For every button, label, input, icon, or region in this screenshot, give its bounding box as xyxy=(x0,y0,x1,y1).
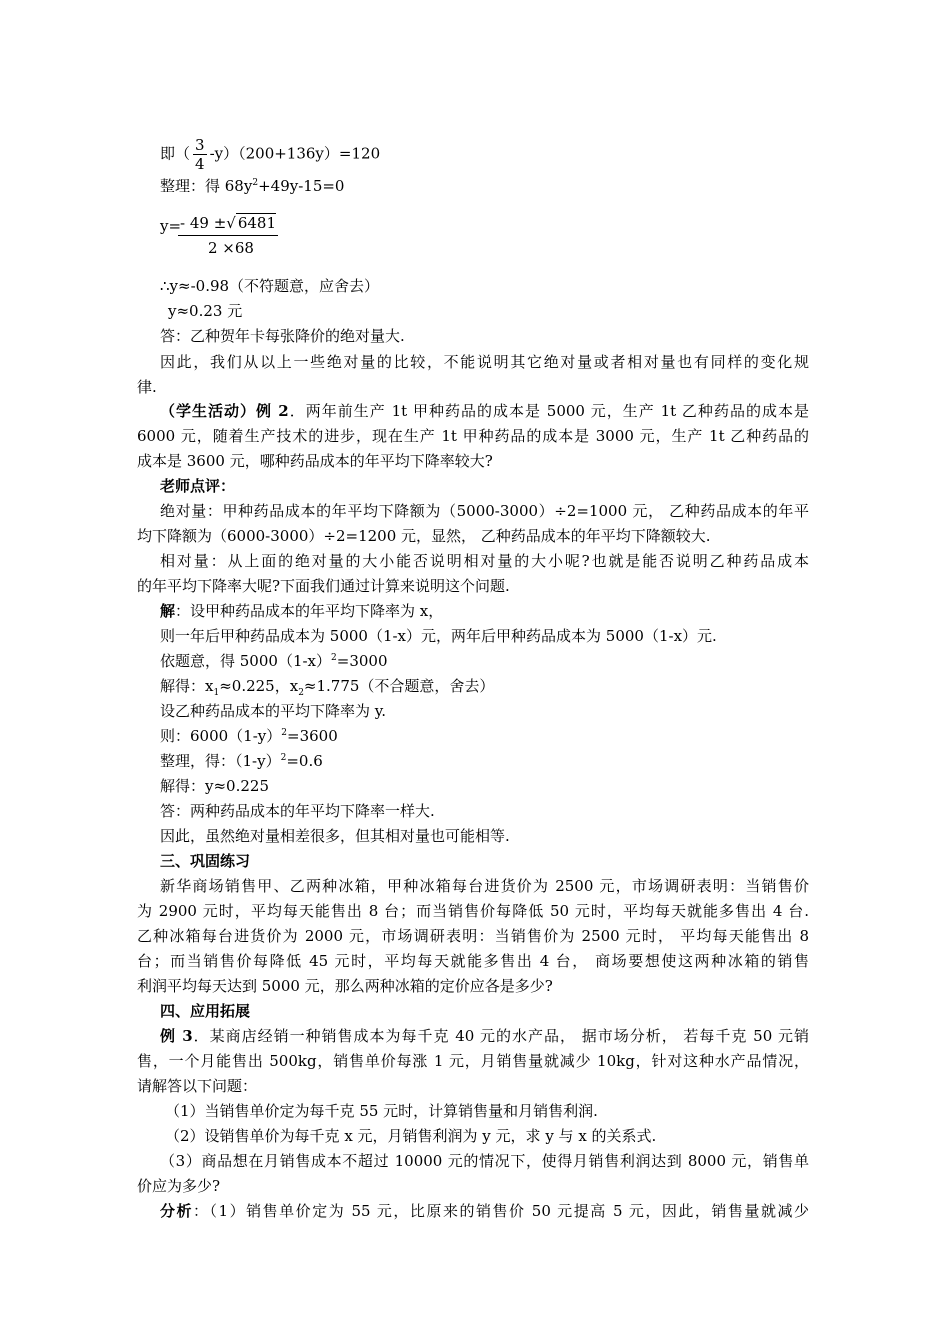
equation-line xyxy=(160,675,810,697)
subscript: 2 xyxy=(298,688,304,698)
text: ≈0.225，x xyxy=(219,677,299,695)
superscript: 2 xyxy=(280,753,287,763)
text-line: 新华商场销售甲、乙两种冰箱，甲种冰箱每台进货价为 2500 元，市场调研表明：当销售价 xyxy=(160,877,809,895)
text-line: 答：乙种贺年卡每张降价的绝对量大. xyxy=(160,327,405,345)
text-line: 绝对量：甲种药品成本的年平均下降额为（5000-3000）÷2=1000 元， 乙种药品成本的年平 xyxy=(160,502,809,520)
text-line: ∴y≈-0.98（不符题意，应舍去） xyxy=(160,277,380,295)
section-label: 老师点评： xyxy=(160,477,236,495)
text: -y）（200+136y）=120 xyxy=(209,144,381,163)
solution-label: 解 xyxy=(160,602,176,620)
text: ．某商店经销一种销售成本为每千克 40 元的水产品， 据市场分析， 若每千克 50 元销 xyxy=(192,1027,809,1045)
text-line: 售，一个月能售出 500kg，销售单价每涨 1 元，月销售量就减少 10kg，针对这种水产品情况， xyxy=(137,1052,809,1070)
text: =3600 xyxy=(287,727,338,745)
text-line: y≈0.23 元 xyxy=(168,302,243,320)
fraction-numerator: 3 xyxy=(195,136,205,154)
equation-line xyxy=(160,750,810,772)
text-line: （3）商品想在月销售成本不超过 10000 元的情况下，使得月销售利润达到 8000 元，销售单 xyxy=(160,1152,809,1170)
text-line: 6000 元，随着生产技术的进步，现在生产 1t 甲种药品的成本是 3000 元，生产 1t 乙种药品的 xyxy=(137,427,809,445)
text-line: （1）当销售单价定为每千克 55 元时，计算销售量和月销售利润. xyxy=(165,1102,598,1120)
solution-line xyxy=(160,600,810,622)
analysis-line xyxy=(160,1200,809,1222)
text-line: 利润平均每天达到 5000 元，那么两种冰箱的定价应各是多少? xyxy=(137,977,553,995)
subscript: 1 xyxy=(213,688,220,698)
section-heading: 四、应用拓展 xyxy=(160,1002,251,1020)
text: +49y-15=0 xyxy=(258,177,345,195)
text: ．两年前生产 1t 甲种药品的成本是 5000 元，生产 1t 乙种药品的成本是 xyxy=(288,402,809,420)
text: =0.6 xyxy=(286,752,323,770)
text-line: 成本是 3600 元，哪种药品成本的年平均下降率较大? xyxy=(137,452,493,470)
text: ：（1）销售单价定为 55 元，比原来的销售价 50 元提高 5 元，因此，销售量就减少 xyxy=(193,1202,809,1220)
text: 整理，得：（1-y） xyxy=(160,752,281,770)
superscript: 2 xyxy=(331,653,337,663)
sqrt-argument: 6481 xyxy=(237,214,277,232)
text: =3000 xyxy=(336,652,388,670)
text-line: 的年平均下降率大呢?下面我们通过计算来说明这个问题. xyxy=(137,577,510,595)
text-line: 则一年后甲种药品成本为 5000（1-x）元，两年后甲种药品成本为 5000（1-x）元. xyxy=(160,627,717,645)
text-line: （2）设销售单价为每千克 x 元，月销售利润为 y 元，求 y 与 x 的关系式. xyxy=(165,1127,657,1145)
superscript: 2 xyxy=(281,728,287,738)
text-line: 因此，我们从以上一些绝对量的比较，不能说明其它绝对量或者相对量也有同样的变化规 xyxy=(160,353,809,371)
text-line: 价应为多少? xyxy=(137,1177,221,1195)
text-line: 均下降额为（6000-3000）÷2=1200 元，显然， 乙种药品成本的年平均下降额较大. xyxy=(137,527,711,545)
fraction-numerator xyxy=(178,213,278,236)
text: 则：6000（1-y） xyxy=(160,727,282,745)
fraction xyxy=(193,136,207,173)
text: ：设甲种药品成本的年平均下降率为 x， xyxy=(175,602,444,620)
section-heading: 三、巩固练习 xyxy=(160,852,251,870)
text-line: 设乙种药品成本的平均下降率为 y. xyxy=(160,702,387,720)
fraction-denominator: 4 xyxy=(195,155,205,173)
superscript: 2 xyxy=(252,178,259,188)
text: y= xyxy=(160,217,182,235)
text: 解得：x xyxy=(160,677,214,695)
text: 整理：得 68y xyxy=(160,177,253,195)
text: ≈1.775（不合题意，舍去） xyxy=(303,677,495,695)
text-line: 解得：y≈0.225 xyxy=(160,777,269,795)
text-line: 为 2900 元时，平均每天能售出 8 台；而当销售价每降低 50 元时，平均每天就能多售出 4 台. xyxy=(137,902,809,920)
equation-line xyxy=(160,650,810,672)
equation-line xyxy=(160,175,810,197)
equation-line xyxy=(160,136,810,173)
text: 依题意，得 5000（1-x） xyxy=(160,652,332,670)
text: 即（ xyxy=(160,144,191,163)
example-heading-line xyxy=(160,1025,809,1047)
sqrt-symbol: √ xyxy=(226,214,236,232)
text: - 49 ± xyxy=(180,214,227,232)
text-line: 乙种冰箱每台进货价为 2000 元，市场调研表明：当销售价为 2500 元时， 平均每天能售出 8 xyxy=(137,927,809,945)
text-line: 答：两种药品成本的年平均下降率一样大. xyxy=(160,802,435,820)
text-line: 台；而当销售价每降低 45 元时，平均每天就能多售出 4 台， 商场要想使这两种冰箱的销售 xyxy=(137,952,809,970)
text-line: 相对量：从上面的绝对量的大小能否说明相对量的大小呢?也就是能否说明乙种药品成本 xyxy=(160,552,809,570)
quadratic-formula-fraction xyxy=(178,213,278,260)
analysis-label: 分析 xyxy=(160,1202,194,1220)
text-line: 律. xyxy=(137,378,157,396)
text-line: 因此，虽然绝对量相差很多，但其相对量也可能相等. xyxy=(160,827,510,845)
equation-line xyxy=(160,725,810,747)
fraction-denominator: 2 ×68 xyxy=(208,239,254,257)
text-line: 请解答以下问题： xyxy=(137,1077,258,1095)
example-heading-line xyxy=(160,400,809,422)
example-label: （学生活动）例 2 xyxy=(160,402,289,420)
example-label: 例 3 xyxy=(160,1027,193,1045)
